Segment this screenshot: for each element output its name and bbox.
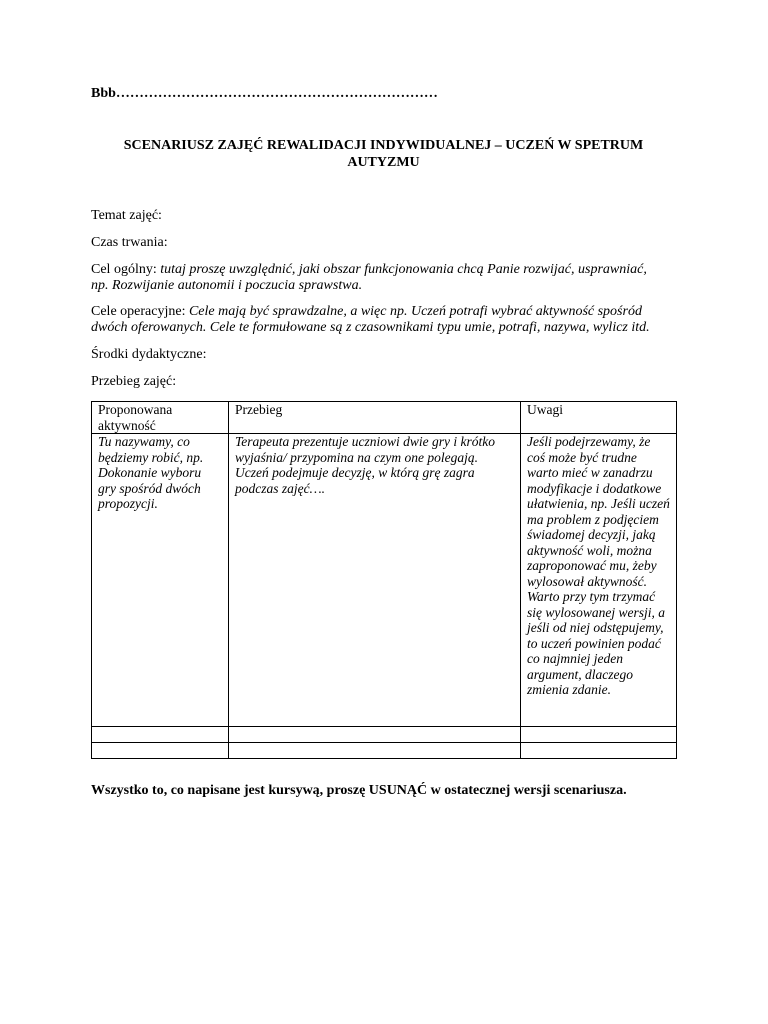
table-cell-empty[interactable] bbox=[229, 727, 521, 743]
table-cell-empty[interactable] bbox=[92, 727, 229, 743]
header-name-line: Bbb…………………………………………………………… bbox=[91, 86, 438, 101]
field-przebieg bbox=[91, 374, 666, 390]
table-header-cell: Uwagi bbox=[521, 402, 677, 434]
field-srodki-label: Środki dydaktyczne: bbox=[91, 347, 207, 362]
table-row-empty bbox=[92, 727, 677, 743]
field-czas-label: Czas trwania: bbox=[91, 235, 168, 250]
title-line-2: AUTYZMU bbox=[347, 155, 420, 170]
field-cele-operacyjne-label: Cele operacyjne: bbox=[91, 304, 186, 319]
field-temat bbox=[91, 208, 666, 224]
field-temat-label: Temat zajęć: bbox=[91, 208, 162, 223]
field-srodki bbox=[91, 347, 666, 363]
table-cell-empty[interactable] bbox=[521, 727, 677, 743]
field-cel-ogolny-hint: tutaj proszę uwzględnić, jaki obszar funkcjonowania chcą Panie rozwijać, usprawniać, np. Rozwijanie autonomii i poczucia sprawstwa. bbox=[91, 262, 647, 293]
field-cele-operacyjne-hint: Cele mają być sprawdzalne, a więc np. Uczeń potrafi wybrać aktywność spośród dwóch oferowanych. Cele te formułowane są z czasownikami typu umie, potrafi, nazywa, wylicz itd. bbox=[91, 304, 650, 335]
field-cel-ogolny bbox=[91, 262, 666, 294]
table-header-cell: Proponowana aktywność bbox=[92, 402, 229, 434]
field-cel-ogolny-label: Cel ogólny: bbox=[91, 262, 157, 277]
table-cell-activity: Tu nazywamy, co będziemy robić, np. Dokonanie wyboru gry spośród dwóch propozycji. bbox=[92, 434, 229, 727]
lesson-plan-table bbox=[91, 401, 677, 759]
field-przebieg-label: Przebieg zajęć: bbox=[91, 374, 177, 389]
footer-note: Wszystko to, co napisane jest kursywą, proszę USUNĄĆ w ostatecznej wersji scenariusza. bbox=[91, 783, 627, 798]
table-row bbox=[92, 434, 677, 727]
table-cell-empty[interactable] bbox=[229, 743, 521, 759]
table-cell-empty[interactable] bbox=[92, 743, 229, 759]
table-header-cell: Przebieg bbox=[229, 402, 521, 434]
field-czas bbox=[91, 235, 666, 251]
table-cell-course: Terapeuta prezentuje uczniowi dwie gry i krótko wyjaśnia/ przypomina na czym one polegają. Uczeń podejmuje decyzję, w którą grę zagra podczas zajęć…. bbox=[229, 434, 521, 727]
table-row-empty bbox=[92, 743, 677, 759]
table-header-row bbox=[92, 402, 677, 434]
table-cell-notes: Jeśli podejrzewamy, że coś może być trudne warto mieć w zanadrzu modyfikacje i dodatkowe ułatwienia, np. Jeśli uczeń ma problem z podjęciem świadomej decyzji, jaką aktywność woli, można zaproponować mu, żeby wylosował aktywność. Warto przy tym trzymać się wylosowanej wersji, a jeśli od niej odstępujemy, to uczeń powinien podać co najmniej jeden argument, dlaczego zmienia zdanie. bbox=[521, 434, 677, 727]
field-cele-operacyjne bbox=[91, 304, 666, 336]
table-cell-empty[interactable] bbox=[521, 743, 677, 759]
document-title bbox=[91, 137, 676, 171]
title-line-1: SCENARIUSZ ZAJĘĆ REWALIDACJI INDYWIDUALNEJ – UCZEŃ W SPETRUM bbox=[123, 138, 644, 153]
